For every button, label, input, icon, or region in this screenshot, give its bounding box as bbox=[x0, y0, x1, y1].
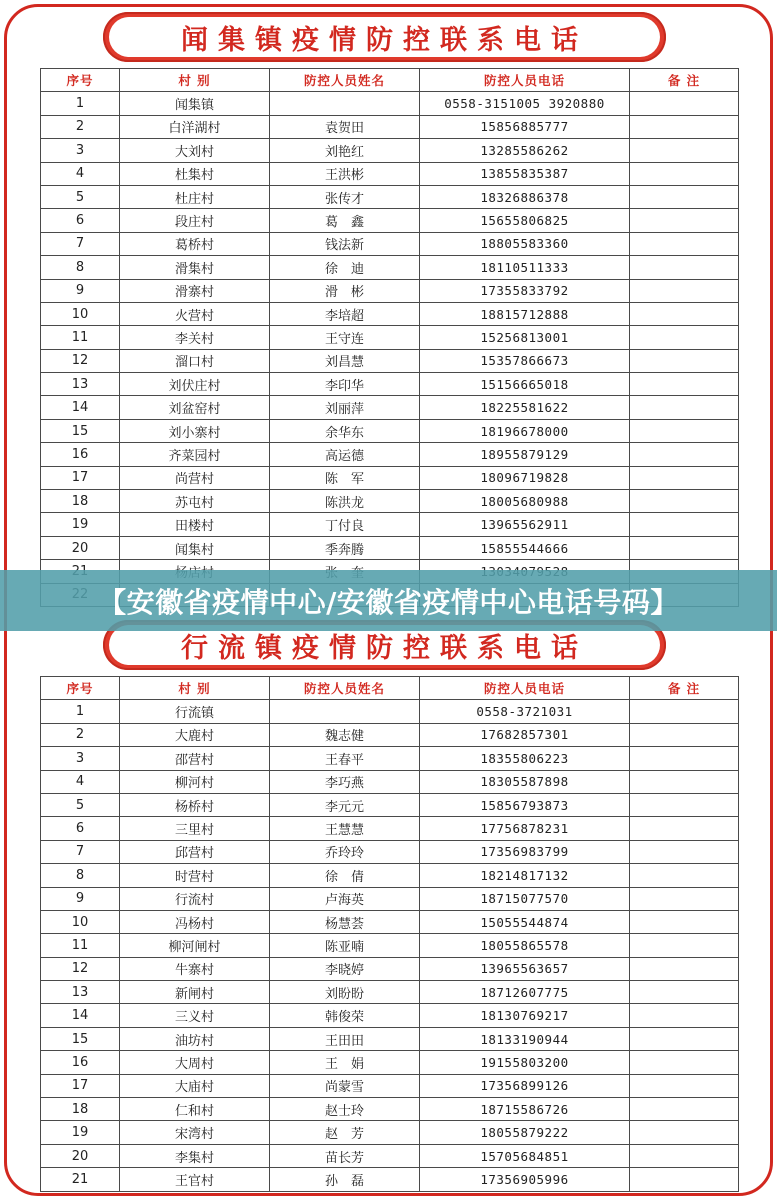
staff-phone: 18196678000 bbox=[420, 419, 630, 442]
row-number: 11 bbox=[41, 326, 120, 349]
staff-name: 滑 彬 bbox=[270, 279, 420, 302]
header-staff-name: 防控人员姓名 bbox=[270, 69, 420, 92]
row-number: 6 bbox=[41, 817, 120, 840]
staff-phone: 18055879222 bbox=[420, 1121, 630, 1144]
village-name: 三义村 bbox=[120, 1004, 270, 1027]
notes bbox=[630, 326, 739, 349]
table-row bbox=[41, 1144, 739, 1167]
staff-phone: 18214817132 bbox=[420, 864, 630, 887]
village-name: 邵营村 bbox=[120, 747, 270, 770]
staff-phone: 15856885777 bbox=[420, 115, 630, 138]
notes bbox=[630, 536, 739, 559]
row-number: 11 bbox=[41, 934, 120, 957]
staff-phone: 18355806223 bbox=[420, 747, 630, 770]
row-number: 14 bbox=[41, 1004, 120, 1027]
row-number: 21 bbox=[41, 1168, 120, 1191]
village-name: 刘伏庄村 bbox=[120, 373, 270, 396]
staff-phone: 18130769217 bbox=[420, 1004, 630, 1027]
row-number: 10 bbox=[41, 910, 120, 933]
village-name: 火营村 bbox=[120, 302, 270, 325]
row-number: 9 bbox=[41, 279, 120, 302]
row-number: 2 bbox=[41, 723, 120, 746]
notes bbox=[630, 162, 739, 185]
village-name: 柳河村 bbox=[120, 770, 270, 793]
notes bbox=[630, 513, 739, 536]
staff-name: 王守连 bbox=[270, 326, 420, 349]
notes bbox=[630, 139, 739, 162]
staff-name: 刘盼盼 bbox=[270, 981, 420, 1004]
staff-name: 赵士玲 bbox=[270, 1098, 420, 1121]
staff-name: 杨慧荟 bbox=[270, 910, 420, 933]
village-name: 刘盆窑村 bbox=[120, 396, 270, 419]
staff-name: 李培超 bbox=[270, 302, 420, 325]
staff-name: 王慧慧 bbox=[270, 817, 420, 840]
staff-name: 张传才 bbox=[270, 185, 420, 208]
table-row bbox=[41, 817, 739, 840]
staff-name: 刘昌慧 bbox=[270, 349, 420, 372]
village-name: 杜庄村 bbox=[120, 185, 270, 208]
village-name: 闻集村 bbox=[120, 536, 270, 559]
row-number: 17 bbox=[41, 1074, 120, 1097]
table-row bbox=[41, 302, 739, 325]
staff-phone: 18715586726 bbox=[420, 1098, 630, 1121]
table-row bbox=[41, 1027, 739, 1050]
row-number: 8 bbox=[41, 256, 120, 279]
staff-phone: 18326886378 bbox=[420, 185, 630, 208]
table-header-row bbox=[41, 69, 739, 92]
village-name: 大周村 bbox=[120, 1051, 270, 1074]
row-number: 12 bbox=[41, 957, 120, 980]
staff-phone: 18715077570 bbox=[420, 887, 630, 910]
staff-phone: 13965562911 bbox=[420, 513, 630, 536]
staff-name: 李晓婷 bbox=[270, 957, 420, 980]
staff-phone: 13965563657 bbox=[420, 957, 630, 980]
row-number: 10 bbox=[41, 302, 120, 325]
notes bbox=[630, 1004, 739, 1027]
staff-name: 钱法新 bbox=[270, 232, 420, 255]
staff-phone: 18133190944 bbox=[420, 1027, 630, 1050]
notes bbox=[630, 373, 739, 396]
table-row bbox=[41, 419, 739, 442]
notes bbox=[630, 981, 739, 1004]
staff-name: 陈 军 bbox=[270, 466, 420, 489]
row-number: 4 bbox=[41, 162, 120, 185]
table-row bbox=[41, 115, 739, 138]
staff-phone: 17682857301 bbox=[420, 723, 630, 746]
staff-name: 徐 倩 bbox=[270, 864, 420, 887]
notes bbox=[630, 232, 739, 255]
staff-name: 李巧燕 bbox=[270, 770, 420, 793]
staff-name: 王田田 bbox=[270, 1027, 420, 1050]
village-name: 邱营村 bbox=[120, 840, 270, 863]
table-row bbox=[41, 326, 739, 349]
staff-phone: 0558-3151005 3920880 bbox=[420, 92, 630, 115]
staff-name: 卢海英 bbox=[270, 887, 420, 910]
staff-phone: 18305587898 bbox=[420, 770, 630, 793]
staff-name: 陈亚喃 bbox=[270, 934, 420, 957]
village-name: 尚营村 bbox=[120, 466, 270, 489]
row-number: 15 bbox=[41, 1027, 120, 1050]
table-row bbox=[41, 1004, 739, 1027]
notes bbox=[630, 770, 739, 793]
notes bbox=[630, 1144, 739, 1167]
staff-name: 王春平 bbox=[270, 747, 420, 770]
notes bbox=[630, 256, 739, 279]
table-header-row bbox=[41, 677, 739, 700]
notes bbox=[630, 1098, 739, 1121]
notes bbox=[630, 92, 739, 115]
table-row bbox=[41, 887, 739, 910]
notes bbox=[630, 209, 739, 232]
staff-name: 乔玲玲 bbox=[270, 840, 420, 863]
staff-phone: 18096719828 bbox=[420, 466, 630, 489]
village-name: 新闸村 bbox=[120, 981, 270, 1004]
staff-phone: 17355833792 bbox=[420, 279, 630, 302]
row-number: 7 bbox=[41, 232, 120, 255]
header-notes: 备 注 bbox=[630, 677, 739, 700]
table-row bbox=[41, 349, 739, 372]
row-number: 9 bbox=[41, 887, 120, 910]
table-row bbox=[41, 747, 739, 770]
village-name: 齐菜园村 bbox=[120, 443, 270, 466]
section1-title: 闻集镇疫情防控联系电话 bbox=[181, 24, 588, 56]
row-number: 18 bbox=[41, 1098, 120, 1121]
table-row bbox=[41, 536, 739, 559]
row-number: 12 bbox=[41, 349, 120, 372]
header-staff-phone: 防控人员电话 bbox=[420, 677, 630, 700]
staff-name: 季奔腾 bbox=[270, 536, 420, 559]
village-name: 冯杨村 bbox=[120, 910, 270, 933]
staff-name: 刘艳红 bbox=[270, 139, 420, 162]
staff-phone: 17356899126 bbox=[420, 1074, 630, 1097]
staff-phone: 15856793873 bbox=[420, 793, 630, 816]
table-row bbox=[41, 770, 739, 793]
village-name: 大庙村 bbox=[120, 1074, 270, 1097]
village-name: 大鹿村 bbox=[120, 723, 270, 746]
table-row bbox=[41, 185, 739, 208]
section2-contact-table bbox=[40, 676, 739, 1192]
notes bbox=[630, 396, 739, 419]
staff-name: 尚蒙雪 bbox=[270, 1074, 420, 1097]
staff-name: 苗长芳 bbox=[270, 1144, 420, 1167]
notes bbox=[630, 302, 739, 325]
staff-phone: 0558-3721031 bbox=[420, 700, 630, 723]
village-name: 大刘村 bbox=[120, 139, 270, 162]
notes bbox=[630, 840, 739, 863]
row-number: 16 bbox=[41, 443, 120, 466]
staff-phone: 15705684851 bbox=[420, 1144, 630, 1167]
row-number: 5 bbox=[41, 793, 120, 816]
table-row bbox=[41, 466, 739, 489]
table-row bbox=[41, 1051, 739, 1074]
staff-name: 李元元 bbox=[270, 793, 420, 816]
staff-phone: 13285586262 bbox=[420, 139, 630, 162]
table-row bbox=[41, 700, 739, 723]
notes bbox=[630, 1168, 739, 1191]
table-row bbox=[41, 162, 739, 185]
staff-phone: 15256813001 bbox=[420, 326, 630, 349]
row-number: 13 bbox=[41, 981, 120, 1004]
row-number: 20 bbox=[41, 536, 120, 559]
village-name: 王官村 bbox=[120, 1168, 270, 1191]
staff-name: 孙 磊 bbox=[270, 1168, 420, 1191]
row-number: 2 bbox=[41, 115, 120, 138]
header-number: 序号 bbox=[41, 677, 120, 700]
row-number: 4 bbox=[41, 770, 120, 793]
title-overlay-band bbox=[0, 570, 777, 631]
table-row bbox=[41, 396, 739, 419]
header-staff-phone: 防控人员电话 bbox=[420, 69, 630, 92]
staff-phone: 18805583360 bbox=[420, 232, 630, 255]
header-staff-name: 防控人员姓名 bbox=[270, 677, 420, 700]
staff-name: 李印华 bbox=[270, 373, 420, 396]
notes bbox=[630, 910, 739, 933]
staff-name: 袁贺田 bbox=[270, 115, 420, 138]
table-row bbox=[41, 373, 739, 396]
staff-name: 王 娟 bbox=[270, 1051, 420, 1074]
staff-phone: 17756878231 bbox=[420, 817, 630, 840]
table-row bbox=[41, 793, 739, 816]
row-number: 8 bbox=[41, 864, 120, 887]
staff-phone: 18712607775 bbox=[420, 981, 630, 1004]
village-name: 杨桥村 bbox=[120, 793, 270, 816]
row-number: 1 bbox=[41, 92, 120, 115]
notes bbox=[630, 185, 739, 208]
row-number: 20 bbox=[41, 1144, 120, 1167]
notes bbox=[630, 1074, 739, 1097]
staff-phone: 15855544666 bbox=[420, 536, 630, 559]
notes bbox=[630, 700, 739, 723]
notes bbox=[630, 279, 739, 302]
table-row bbox=[41, 1168, 739, 1191]
notes bbox=[630, 349, 739, 372]
village-name: 行流村 bbox=[120, 887, 270, 910]
staff-name bbox=[270, 92, 420, 115]
staff-phone: 18955879129 bbox=[420, 443, 630, 466]
table-row bbox=[41, 1121, 739, 1144]
row-number: 16 bbox=[41, 1051, 120, 1074]
staff-name: 陈洪龙 bbox=[270, 490, 420, 513]
village-name: 牛寨村 bbox=[120, 957, 270, 980]
notes bbox=[630, 817, 739, 840]
village-name: 柳河闸村 bbox=[120, 934, 270, 957]
staff-phone: 13855835387 bbox=[420, 162, 630, 185]
staff-phone: 18815712888 bbox=[420, 302, 630, 325]
village-name: 刘小寨村 bbox=[120, 419, 270, 442]
overlay-title: 【安徽省疫情中心/安徽省疫情中心电话号码】 bbox=[98, 585, 679, 619]
village-name: 李集村 bbox=[120, 1144, 270, 1167]
notes bbox=[630, 443, 739, 466]
staff-name: 魏志健 bbox=[270, 723, 420, 746]
table-row bbox=[41, 910, 739, 933]
row-number: 17 bbox=[41, 466, 120, 489]
staff-name: 王洪彬 bbox=[270, 162, 420, 185]
staff-phone: 15655806825 bbox=[420, 209, 630, 232]
village-name: 苏屯村 bbox=[120, 490, 270, 513]
table-row bbox=[41, 139, 739, 162]
section2-title: 行流镇疫情防控联系电话 bbox=[181, 632, 588, 664]
section1-title-banner bbox=[103, 12, 666, 62]
staff-phone: 18005680988 bbox=[420, 490, 630, 513]
table-row bbox=[41, 443, 739, 466]
village-name: 田楼村 bbox=[120, 513, 270, 536]
village-name: 闻集镇 bbox=[120, 92, 270, 115]
village-name: 时营村 bbox=[120, 864, 270, 887]
staff-name: 赵 芳 bbox=[270, 1121, 420, 1144]
table-row bbox=[41, 92, 739, 115]
header-village: 村 别 bbox=[120, 69, 270, 92]
table-row bbox=[41, 279, 739, 302]
header-number: 序号 bbox=[41, 69, 120, 92]
table-row bbox=[41, 256, 739, 279]
table-row bbox=[41, 232, 739, 255]
staff-phone: 18225581622 bbox=[420, 396, 630, 419]
notes bbox=[630, 934, 739, 957]
notes bbox=[630, 887, 739, 910]
notes bbox=[630, 419, 739, 442]
row-number: 13 bbox=[41, 373, 120, 396]
table-row bbox=[41, 957, 739, 980]
notes bbox=[630, 490, 739, 513]
village-name: 仁和村 bbox=[120, 1098, 270, 1121]
header-village: 村 别 bbox=[120, 677, 270, 700]
village-name: 宋湾村 bbox=[120, 1121, 270, 1144]
village-name: 滑集村 bbox=[120, 256, 270, 279]
table-row bbox=[41, 490, 739, 513]
row-number: 7 bbox=[41, 840, 120, 863]
staff-phone: 17356905996 bbox=[420, 1168, 630, 1191]
village-name: 段庄村 bbox=[120, 209, 270, 232]
notes bbox=[630, 466, 739, 489]
notes bbox=[630, 957, 739, 980]
header-notes: 备 注 bbox=[630, 69, 739, 92]
staff-name bbox=[270, 700, 420, 723]
table-row bbox=[41, 840, 739, 863]
village-name: 油坊村 bbox=[120, 1027, 270, 1050]
table-row bbox=[41, 209, 739, 232]
table-row bbox=[41, 513, 739, 536]
row-number: 19 bbox=[41, 513, 120, 536]
notes bbox=[630, 723, 739, 746]
staff-name: 丁付良 bbox=[270, 513, 420, 536]
village-name: 行流镇 bbox=[120, 700, 270, 723]
staff-name: 韩俊荣 bbox=[270, 1004, 420, 1027]
row-number: 5 bbox=[41, 185, 120, 208]
staff-name: 徐 迪 bbox=[270, 256, 420, 279]
village-name: 杜集村 bbox=[120, 162, 270, 185]
village-name: 溜口村 bbox=[120, 349, 270, 372]
staff-name: 刘丽萍 bbox=[270, 396, 420, 419]
row-number: 14 bbox=[41, 396, 120, 419]
staff-phone: 19155803200 bbox=[420, 1051, 630, 1074]
notes bbox=[630, 747, 739, 770]
row-number: 3 bbox=[41, 139, 120, 162]
row-number: 6 bbox=[41, 209, 120, 232]
staff-phone: 17356983799 bbox=[420, 840, 630, 863]
staff-name: 余华东 bbox=[270, 419, 420, 442]
village-name: 白洋湖村 bbox=[120, 115, 270, 138]
table-row bbox=[41, 1074, 739, 1097]
notes bbox=[630, 1027, 739, 1050]
staff-phone: 15055544874 bbox=[420, 910, 630, 933]
section1-contact-table bbox=[40, 68, 739, 607]
notes bbox=[630, 1121, 739, 1144]
table-row bbox=[41, 1098, 739, 1121]
row-number: 3 bbox=[41, 747, 120, 770]
row-number: 15 bbox=[41, 419, 120, 442]
table-row bbox=[41, 934, 739, 957]
table-row bbox=[41, 981, 739, 1004]
notes bbox=[630, 793, 739, 816]
village-name: 滑寨村 bbox=[120, 279, 270, 302]
staff-phone: 15156665018 bbox=[420, 373, 630, 396]
notes bbox=[630, 1051, 739, 1074]
staff-phone: 18055865578 bbox=[420, 934, 630, 957]
row-number: 1 bbox=[41, 700, 120, 723]
staff-phone: 18110511333 bbox=[420, 256, 630, 279]
staff-name: 高运德 bbox=[270, 443, 420, 466]
village-name: 李关村 bbox=[120, 326, 270, 349]
table-row bbox=[41, 864, 739, 887]
staff-name: 葛 鑫 bbox=[270, 209, 420, 232]
table-row bbox=[41, 723, 739, 746]
notes bbox=[630, 864, 739, 887]
village-name: 三里村 bbox=[120, 817, 270, 840]
row-number: 18 bbox=[41, 490, 120, 513]
village-name: 葛桥村 bbox=[120, 232, 270, 255]
notes bbox=[630, 115, 739, 138]
row-number: 19 bbox=[41, 1121, 120, 1144]
staff-phone: 15357866673 bbox=[420, 349, 630, 372]
